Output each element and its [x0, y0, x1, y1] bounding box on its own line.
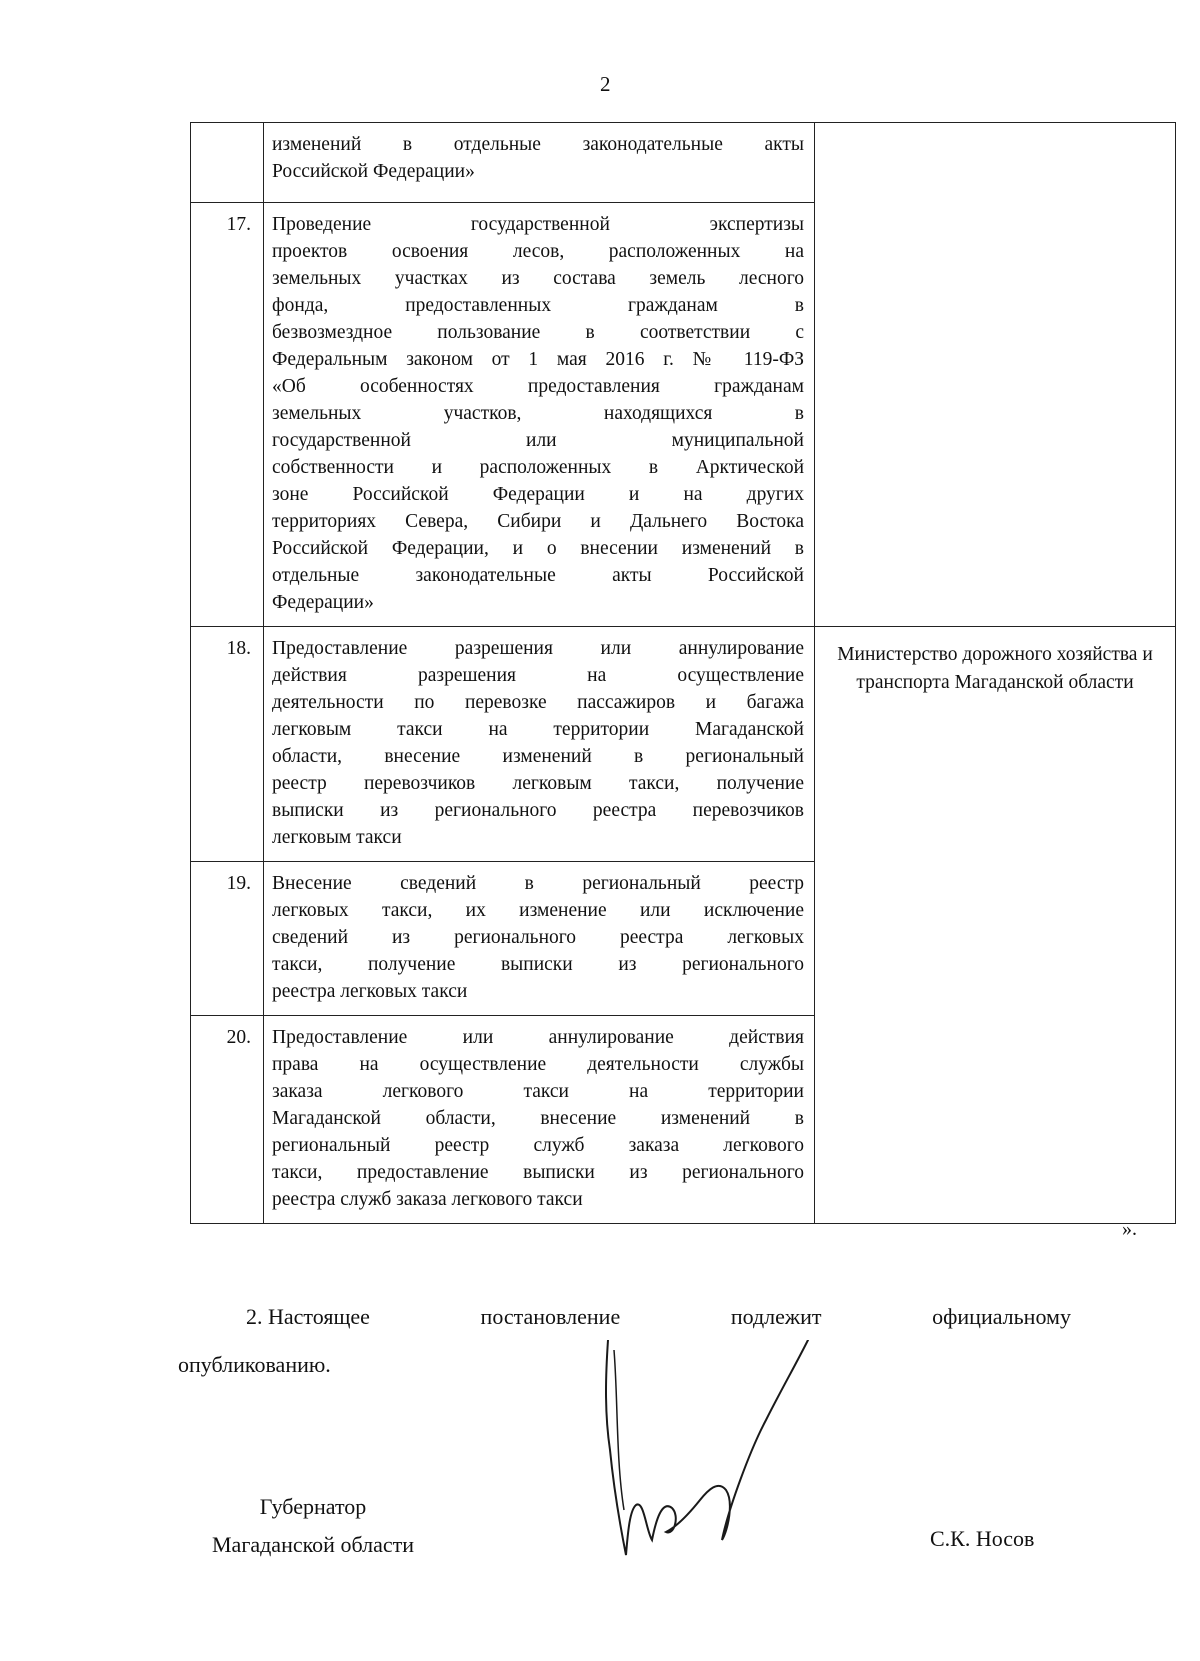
text-line: области, внесение изменений в региональный — [272, 746, 804, 767]
text-line: государственной или муниципальной — [272, 430, 804, 451]
text-line: Проведение государственной экспертизы — [272, 214, 804, 235]
paragraph-line-1 — [246, 1304, 1071, 1330]
signer-name: С.К. Носов — [930, 1526, 1035, 1551]
text-line: земельных участков, находящихся в — [272, 403, 804, 424]
table-row — [191, 627, 1176, 862]
paragraph-line-2: опубликованию. — [178, 1352, 331, 1377]
paragraph-word: подлежит — [730, 1304, 822, 1329]
row-number: 19. — [191, 862, 264, 1016]
row-number: 20. — [191, 1016, 264, 1224]
text-line: такси, предоставление выписки из регионального — [272, 1162, 804, 1183]
row-number — [191, 123, 264, 203]
text-line: территориях Севера, Сибири и Дальнего Востока — [272, 511, 804, 532]
text-line: деятельности по перевозке пассажиров и багажа — [272, 692, 804, 713]
paragraph-word: 2. Настоящее — [246, 1304, 370, 1329]
row-number: 18. — [191, 627, 264, 862]
text-line: сведений из регионального реестра легковых — [272, 927, 804, 948]
text-line: отдельные законодательные акты Российской — [272, 565, 804, 586]
text-line: проектов освоения лесов, расположенных на — [272, 241, 804, 262]
text-line: выписки из регионального реестра перевозчиков — [272, 800, 804, 821]
text-line: легковым такси — [272, 827, 402, 848]
services-table — [190, 122, 1176, 1224]
text-line: действия разрешения на осуществление — [272, 665, 804, 686]
text-line: Предоставление разрешения или аннулирование — [272, 638, 804, 659]
text-line: собственности и расположенных в Арктической — [272, 457, 804, 478]
table-row — [191, 123, 1176, 203]
page-number: 2 — [600, 72, 611, 96]
paragraph-word: официальному — [932, 1304, 1071, 1329]
text-line: реестр перевозчиков легковым такси, получение — [272, 773, 804, 794]
service-description — [264, 627, 815, 862]
text-line: Российской Федерации» — [272, 161, 475, 182]
text-line: такси, получение выписки из регионального — [272, 954, 804, 975]
row-number: 17. — [191, 203, 264, 627]
text-line: Магаданской области, внесение изменений в — [272, 1108, 804, 1129]
service-description — [264, 123, 815, 203]
text-line: легковым такси на территории Магаданской — [272, 719, 804, 740]
signer-title-line-1: Губернатор — [259, 1494, 367, 1519]
text-line: реестра легковых такси — [272, 981, 468, 1002]
paragraph-word: постановление — [480, 1304, 621, 1329]
text-line: Российской Федерации, и о внесении изменений в — [272, 538, 804, 559]
text-line: земельных участках из состава земель лесного — [272, 268, 804, 289]
text-line: Внесение сведений в региональный реестр — [272, 873, 804, 894]
text-line: Федеральным законом от 1 мая 2016 г. № 119-ФЗ — [272, 349, 804, 370]
text-line: зоне Российской Федерации и на других — [272, 484, 804, 505]
service-description — [264, 203, 815, 627]
handwritten-signature — [600, 1340, 830, 1570]
text-line: фонда, предоставленных гражданам в — [272, 295, 804, 316]
text-line: легковых такси, их изменение или исключение — [272, 900, 804, 921]
text-line: региональный реестр служб заказа легкового — [272, 1135, 804, 1156]
text-line: «Об особенностях предоставления гражданам — [272, 376, 804, 397]
text-line: Предоставление или аннулирование действия — [272, 1027, 804, 1048]
service-description — [264, 862, 815, 1016]
text-line: реестра служб заказа легкового такси — [272, 1189, 583, 1210]
signer-title — [178, 1488, 448, 1564]
text-line: Федерации» — [272, 592, 374, 613]
closing-quote: ». — [1122, 1218, 1137, 1240]
signer-title-line-2: Магаданской области — [212, 1532, 414, 1557]
text-line: безвозмездное пользование в соответствии с — [272, 322, 804, 343]
text-line: изменений в отдельные законодательные акты — [272, 134, 804, 155]
text-line: заказа легкового такси на территории — [272, 1081, 804, 1102]
service-description — [264, 1016, 815, 1224]
text-line: права на осуществление деятельности службы — [272, 1054, 804, 1075]
responsible-body-cell — [815, 123, 1176, 627]
responsible-body: Министерство дорожного хозяйства и транспорта Магаданской области — [815, 627, 1176, 1224]
